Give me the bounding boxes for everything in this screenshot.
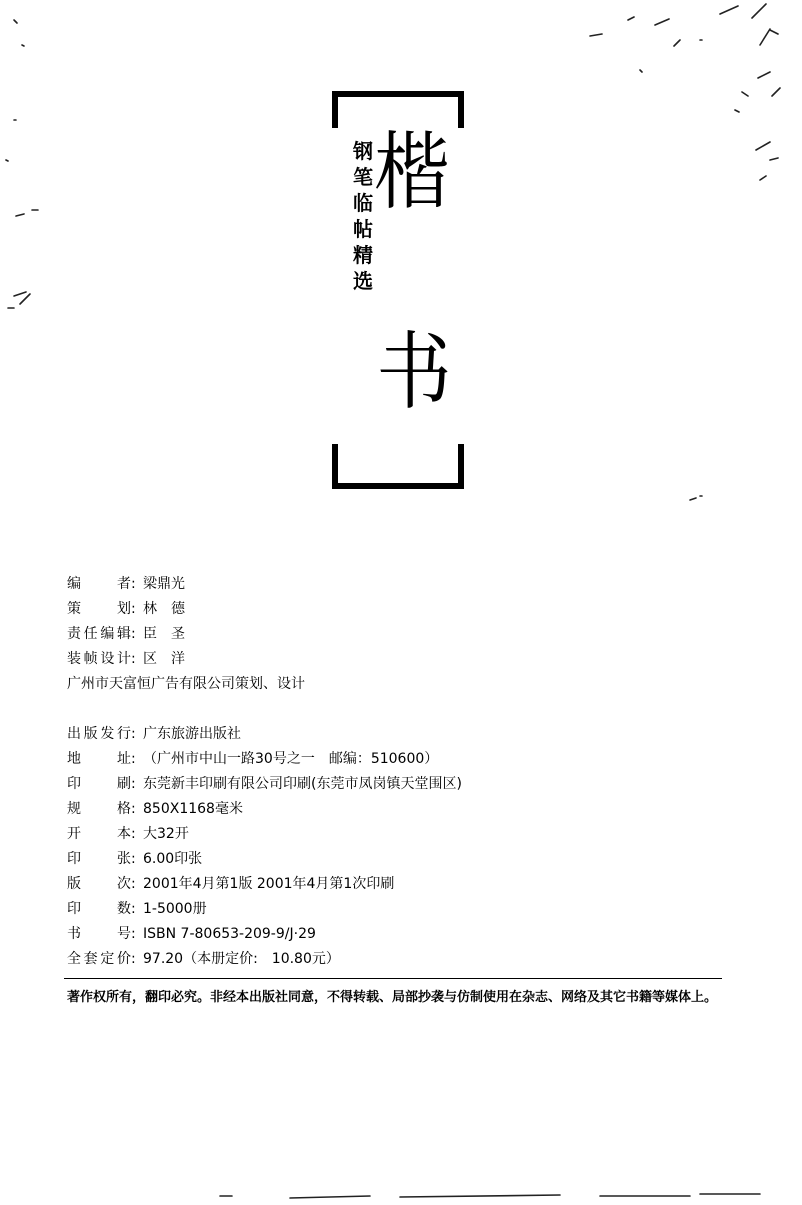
colon: : [131,751,136,767]
frame-bracket-bottom [332,442,464,490]
credit-value: 臣 圣 [143,626,185,642]
colon: : [131,951,136,967]
publishing-label: 规格 [67,801,131,817]
publishing-label: 版次 [67,876,131,892]
publishing-row [67,747,462,772]
publishing-row [67,947,462,972]
credit-label: 装帧设计 [67,651,131,667]
publishing-label: 印数 [67,901,131,917]
credit-value: 梁鼎光 [143,576,185,592]
divider-rule [64,978,722,979]
publishing-value: 广东旅游出版社 [143,726,241,742]
publishing-row [67,922,462,947]
credit-label: 策划 [67,601,131,617]
publishing-label: 全套定价 [67,951,131,967]
publishing-row [67,722,462,747]
publishing-label: 印张 [67,851,131,867]
publishing-row [67,872,462,897]
publishing-row [67,772,462,797]
credit-row [67,597,462,622]
publishing-value: ISBN 7-80653-209-9/J·29 [143,926,316,942]
credit-row [67,622,462,647]
colon: : [131,876,136,892]
colon: : [131,926,136,942]
publishing-value: 6.00印张 [143,851,203,867]
publishing-value: 1-5000册 [143,901,207,917]
publishing-value: 97.20（本册定价: 10.80元） [143,951,340,967]
colon: : [131,851,136,867]
publishing-value: 850X1168毫米 [143,801,243,817]
colon: : [131,901,136,917]
colon: : [131,726,136,742]
publishing-value: （广州市中山一路30号之一 邮编：510600） [143,751,439,767]
publishing-value: 大32开 [143,826,189,842]
publishing-label: 印刷 [67,776,131,792]
agency-line: 广州市天富恒广告有限公司策划、设计 [67,676,305,692]
colon: : [131,776,136,792]
credit-label: 编者 [67,576,131,592]
publishing-value: 2001年4月第1版 2001年4月第1次印刷 [143,876,395,892]
colon: : [131,601,136,617]
credit-row [67,572,462,597]
colon: : [131,651,136,667]
publishing-row [67,897,462,922]
credit-label: 责任编辑 [67,626,131,642]
credit-row [67,647,462,672]
publishing-row [67,847,462,872]
colophon-block [67,572,462,972]
credit-value: 区 洋 [143,651,185,667]
publishing-label: 出版发行 [67,726,131,742]
publishing-label: 地址 [67,751,131,767]
publishing-row [67,797,462,822]
colon: : [131,626,136,642]
colon: : [131,801,136,817]
spacer [67,697,462,722]
series-title-vertical: 钢笔临帖精选 [353,139,373,293]
title-char-kai: 楷 [374,123,450,221]
publishing-label: 书号 [67,926,131,942]
credit-value: 林 德 [143,601,185,617]
publishing-value: 东莞新丰印刷有限公司印刷(东莞市凤岗镇天堂围区) [143,776,462,792]
title-char-shu: 书 [376,323,452,421]
publishing-row [67,822,462,847]
colon: : [131,826,136,842]
colon: : [131,576,136,592]
publishing-label: 开本 [67,826,131,842]
copyright-notice: 著作权所有，翻印必究。非经本出版社同意，不得转载、局部抄袭与仿制使用在杂志、网络及其它书籍等媒体上。 [67,990,718,1005]
